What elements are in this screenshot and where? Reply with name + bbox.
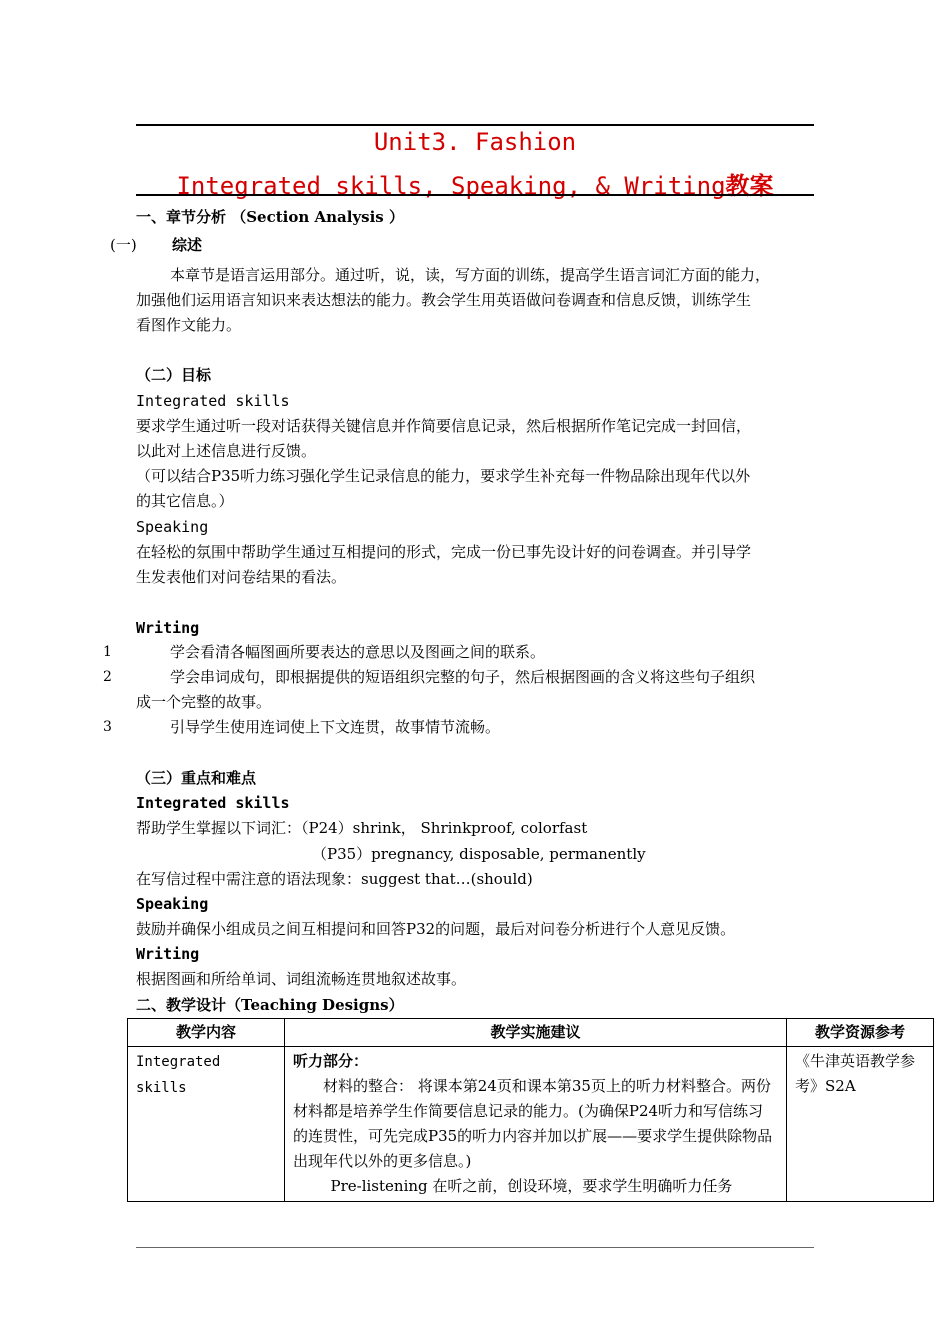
goal-speaking-line-1: 在轻松的氛围中帮助学生通过互相提问的形式，完成一份已事先设计好的问卷调查。并引导学 <box>136 543 752 561</box>
row1-content <box>128 1047 285 1202</box>
goal-integrated-label: Integrated skills <box>136 392 290 410</box>
writing-item-3-num: 3 <box>103 719 112 735</box>
writing-item-2-line-2: 成一个完整的故事。 <box>136 693 272 711</box>
header-content: 教学内容 <box>128 1019 285 1047</box>
kp-grammar: 在写信过程中需注意的语法现象：suggest that…(should) <box>136 870 533 888</box>
top-rule <box>136 124 814 126</box>
sub1-marker: (一) <box>110 236 137 254</box>
goal-speaking-line-2: 生发表他们对问卷结果的看法。 <box>136 568 347 586</box>
goal-writing-label: Writing <box>136 619 200 637</box>
document-title-line1: Unit3. Fashion <box>373 128 577 156</box>
section1-heading: 一、章节分析 （Section Analysis ） <box>136 208 404 226</box>
header-resources: 教学资源参考 <box>787 1019 934 1047</box>
goal-integrated-line-4: 的其它信息。） <box>136 492 234 510</box>
kp-speaking-text: 鼓励并确保小组成员之间互相提问和回答P32的问题，最后对问卷分析进行个人意见反馈。 <box>136 920 736 938</box>
overview-line-2: 加强他们运用语言知识来表达想法的能力。教会学生用英语做问卷调查和信息反馈，训练学生 <box>136 291 752 309</box>
writing-item-2-line-1: 学会串词成句，即根据提供的短语组织完整的句子，然后根据图画的含义将这些句子组织 <box>170 668 756 686</box>
goal-speaking-label: Speaking <box>136 518 209 536</box>
section2-heading: 二、教学设计（Teaching Designs） <box>136 996 404 1014</box>
teaching-design-table <box>127 1018 934 1202</box>
goal-integrated-line-2: 以此对上述信息进行反馈。 <box>136 442 317 460</box>
row1-resource: 《牛津英语教学参考》S2A <box>787 1047 934 1202</box>
goal-integrated-line-3: （可以结合P35听力练习强化学生记录信息的能力，要求学生补充每一件物品除出现年代以外 <box>136 467 751 485</box>
table-header-row <box>128 1019 934 1047</box>
writing-item-3-line-1: 引导学生使用连词使上下文连贯，故事情节流畅。 <box>170 718 501 736</box>
title-cjk: 教案 <box>725 172 774 200</box>
writing-item-1-num: 1 <box>103 644 112 660</box>
writing-item-2-num: 2 <box>103 669 112 685</box>
sub1-label: 综述 <box>172 236 203 254</box>
sub3-heading: （三）重点和难点 <box>136 769 257 787</box>
goal-integrated-line-1: 要求学生通过听一段对话获得关键信息并作简要信息记录，然后根据所作笔记完成一封回信， <box>136 417 752 435</box>
kp-writing-label: Writing <box>136 945 200 963</box>
row1-content-text: Integrated skills <box>136 1054 221 1096</box>
table-row <box>128 1047 934 1202</box>
kp-vocab-line-2: （P35）pregnancy, disposable, permanently <box>312 845 646 863</box>
kp-speaking-label: Speaking <box>136 895 209 913</box>
row1-suggestions <box>285 1047 787 1202</box>
footer-rule <box>136 1247 814 1248</box>
title-underline <box>136 194 814 196</box>
header-suggestions: 教学实施建议 <box>285 1019 787 1047</box>
kp-vocab-line-1: 帮助学生掌握以下词汇：（P24）shrink， Shrinkproof, colorfast <box>136 819 588 837</box>
listening-paragraph-1: 材料的整合： 将课本第24页和课本第35页上的听力材料整合。两份材料都是培养学生作简要信息记录的能力。(为确保P24听力和写信练习的连贯性，可先完成P35的听力内容并加以扩展——要求学生提供除物品出现年代以外的更多信息。) <box>293 1077 773 1170</box>
sub2-heading: （二）目标 <box>136 366 212 384</box>
overview-line-3: 看图作文能力。 <box>136 316 242 334</box>
title-english: Integrated skills, Speaking, & Writing <box>176 172 726 200</box>
writing-item-1-line-1: 学会看清各幅图画所要表达的意思以及图画之间的联系。 <box>170 643 546 661</box>
listening-paragraph-2: Pre-listening 在听之前，创设环境，要求学生明确听力任务 <box>330 1177 733 1195</box>
listening-label: 听力部分： <box>293 1052 369 1070</box>
kp-writing-text: 根据图画和所给单词、词组流畅连贯地叙述故事。 <box>136 970 467 988</box>
kp-integrated-label: Integrated skills <box>136 794 290 812</box>
overview-line-1: 本章节是语言运用部分。通过听，说，读，写方面的训练，提高学生语言词汇方面的能力， <box>170 266 771 284</box>
